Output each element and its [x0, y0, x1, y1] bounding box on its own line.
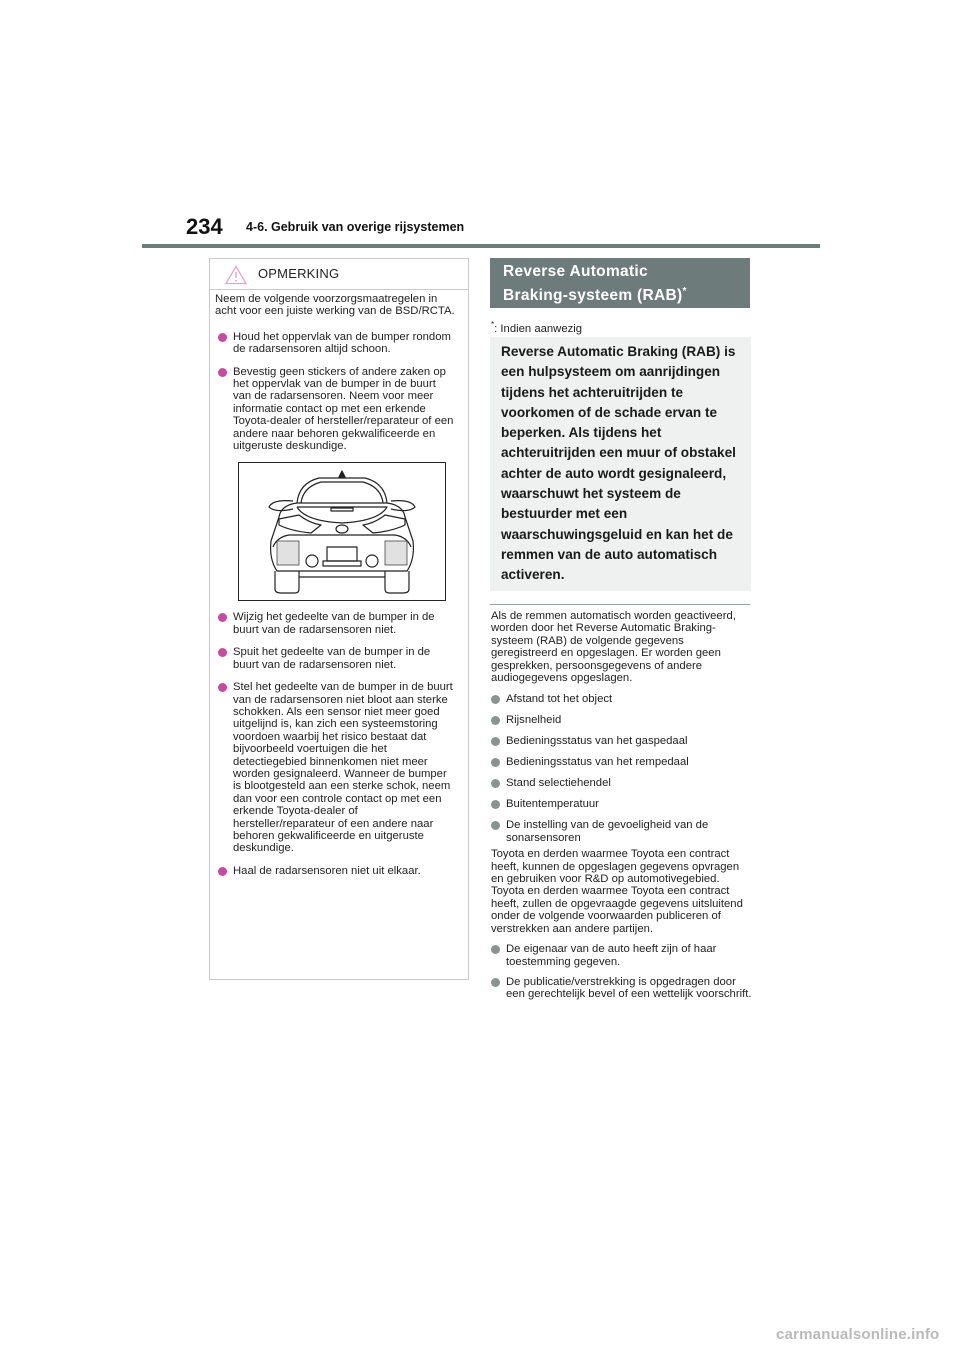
condition-item: [491, 943, 753, 968]
notice-item-text: Spuit het gedeelte van de bumper in de buurt van de radarsensoren niet.: [233, 646, 431, 671]
rab-heading-mark: *: [682, 285, 687, 297]
data-item-text: Bedieningsstatus van het rempedaal: [506, 756, 689, 769]
bullet-icon: [491, 779, 500, 788]
header-rule: [142, 244, 820, 248]
section-title: 4-6. Gebruik van overige rijsystemen: [246, 220, 465, 234]
data-item: [491, 777, 753, 789]
data-item-text: Bedieningsstatus van het gaspedaal: [506, 735, 688, 748]
notice-item-text: Stel het gedeelte van de bumper in de buurt van de radarsensoren niet bloot aan sterke schokken. Als een sensor niet meer goed uitgelijnd is, kan zich een systeemstoring voordoen waarbij het risico bestaat dat bijvoorbeeld voertuigen die het detectiegebied binnenkomen niet meer worden gesignaleerd. Wanneer de bumper is blootgesteld aan een sterke schok, neem dan voor een controle contact op met een erkende Toyota-dealer of hersteller/reparateur of een andere naar behoren gekwalificeerde en uitgeruste deskundige.: [233, 681, 453, 855]
notice-item: [215, 865, 456, 877]
notice-item: [215, 331, 456, 356]
car-rear-illustration: [239, 463, 445, 600]
bullet-icon: [491, 758, 500, 767]
notice-title: OPMERKING: [258, 266, 340, 281]
notice-item-text: Houd het oppervlak van de bumper rondom de radarsensoren altijd schoon.: [233, 330, 451, 356]
bullet-icon: [491, 978, 500, 987]
notice-item-text: Haal de radarsensoren niet uit elkaar.: [233, 864, 421, 877]
bullet-icon: [218, 867, 227, 876]
bullet-icon: [218, 333, 227, 342]
bullet-icon: [491, 800, 500, 809]
notice-item: [215, 611, 456, 636]
notice-item-text: Bevestig geen stickers of andere zaken op het oppervlak van de bumper in de buurt van de radarsensoren. Neem voor meer informatie contact op met een erkende Toyota-dealer of hersteller/reparateur of een andere naar behoren gekwalificeerde en uitgeruste deskundige.: [233, 365, 454, 453]
bullet-icon: [491, 716, 500, 725]
data-item: [491, 735, 753, 747]
notice-body: [210, 290, 468, 877]
bullet-icon: [218, 648, 227, 657]
bumper-figure: [238, 462, 446, 601]
rab-summary: Reverse Automatic Braking (RAB) is een hulpsysteem om aanrijdingen tijdens het achteruitrijden te voorkomen of de schade ervan te beperken. Als tijdens het achteruitrijden een muur of obstakel achter de auto wordt gesignaleerd, waarschuwt het systeem de bestuurder met een waarschuwingsgeluid en kan het de remmen van de auto automatisch activeren.: [490, 337, 751, 591]
footnote-text: : Indien aanwezig: [494, 322, 583, 335]
data-item-text: Stand selectiehendel: [506, 777, 611, 790]
rab-heading-line1: Reverse Automatic: [503, 263, 648, 280]
bullet-icon: [218, 613, 227, 622]
condition-item-text: De publicatie/verstrekking is opgedragen door een gerechtelijk bevel of een wettelijk voorschrift.: [506, 975, 752, 1001]
data-item: [491, 714, 753, 726]
warning-triangle-icon: [225, 265, 247, 285]
condition-item-text: De eigenaar van de auto heeft zijn of haar toestemming gegeven.: [506, 943, 717, 968]
data-item: [491, 693, 753, 705]
availability-footnote: [491, 320, 582, 335]
footnote-mark: *: [491, 320, 495, 329]
data-item-text: De instelling van de gevoeligheid van de sonarsensoren: [506, 819, 709, 844]
bullet-icon: [491, 737, 500, 746]
rab-intro: Als de remmen automatisch worden geactiveerd, worden door het Reverse Automatic Braking-systeem (RAB) de volgende gegevens geregistreerd en opgeslagen. Er worden geen gesprekken, persoonsgegevens of andere audiogegevens opgeslagen.: [491, 610, 736, 685]
notice-box: [209, 258, 469, 980]
data-item-text: Buitentemperatuur: [506, 798, 599, 811]
notice-item: [215, 646, 456, 671]
data-item: [491, 819, 753, 844]
bullet-icon: [491, 945, 500, 954]
notice-item: [215, 681, 456, 855]
rab-heading: [490, 258, 750, 308]
section-divider: [490, 604, 750, 605]
data-item: [491, 756, 753, 768]
bullet-icon: [218, 368, 227, 377]
rab-heading-line2: Braking-systeem (RAB): [503, 286, 683, 304]
watermark: carmanualsonline.info: [776, 1326, 940, 1343]
notice-intro: Neem de volgende voorzorgsmaatregelen in acht voor een juiste werking van de BSD/RCTA.: [215, 293, 455, 318]
notice-header: [210, 259, 468, 290]
data-item-text: Afstand tot het object: [506, 693, 613, 706]
sharing-text: Toyota en derden waarmee Toyota een contract heeft, kunnen de opgeslagen gegevens opvragen en gebruiken voor R&D op automotivegebied. Toyota en derden waarmee Toyota een contract heeft, zullen de opgevraagde gegevens uitsluitend onder de volgende voorwaarden publiceren of verstrekken aan andere partijen.: [491, 848, 743, 935]
bullet-icon: [491, 695, 500, 704]
condition-item: [491, 976, 753, 1001]
page-number: 234: [186, 214, 223, 239]
data-item-text: Rijsnelheid: [506, 714, 562, 727]
bullet-icon: [218, 683, 227, 692]
bullet-icon: [491, 821, 500, 830]
notice-item: [215, 366, 456, 453]
notice-item-text: Wijzig het gedeelte van de bumper in de buurt van de radarsensoren niet.: [233, 611, 435, 636]
data-item: [491, 798, 753, 810]
rab-body: [491, 610, 753, 1001]
